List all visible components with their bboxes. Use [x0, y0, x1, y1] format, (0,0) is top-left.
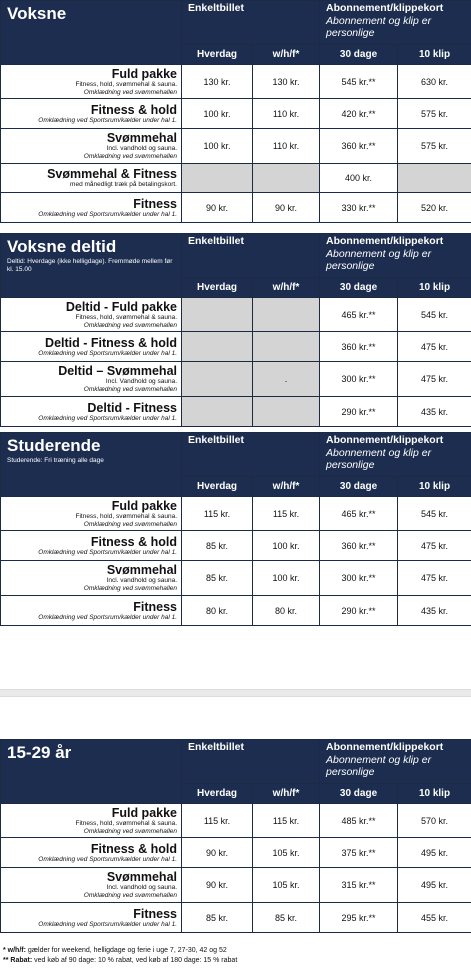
product-description: Fitness, hold, svømmehal & sauna. — [75, 512, 177, 520]
footnote-whf-label: * w/h/f: — [3, 947, 26, 954]
col-hverdag: Hverdag — [182, 278, 253, 298]
price-table — [0, 0, 471, 223]
footnotes — [3, 946, 468, 966]
page-separator — [0, 689, 471, 697]
price-30-dage: 330 kr.** — [320, 193, 398, 223]
table-row — [1, 298, 471, 332]
section-title: 15-29 år — [7, 743, 72, 762]
section-studerende — [0, 432, 471, 626]
section-title: Voksne — [7, 4, 67, 23]
table-row — [1, 531, 471, 561]
price-30-dage: 300 kr.** — [320, 362, 398, 397]
price-hverdag: 85 kr. — [182, 903, 253, 933]
price-hverdag: 90 kr. — [182, 838, 253, 868]
price-hverdag: 100 kr. — [182, 99, 253, 129]
product-name: Svømmehal — [106, 131, 177, 145]
enkeltbillet-header: Enkeltbillet — [182, 234, 320, 278]
table-row — [1, 838, 471, 868]
price-10-klip: 455 kr. — [398, 903, 471, 933]
price-30-dage: 300 kr.** — [320, 561, 398, 596]
table-row — [1, 497, 471, 531]
col-30-dage: 30 dage — [320, 45, 398, 65]
price-whf-unavailable — [253, 298, 320, 332]
product-description: Incl. Vandhold og sauna. — [105, 378, 177, 385]
price-30-dage: 420 kr.** — [320, 99, 398, 129]
section-voksne — [0, 0, 471, 223]
price-hverdag: 85 kr. — [182, 531, 253, 561]
col-hverdag: Hverdag — [182, 784, 253, 804]
section-15-29-aar — [0, 739, 471, 933]
product-name: Svømmehal — [106, 563, 177, 577]
footnote-rabat-label: ** Rabat: — [3, 957, 33, 964]
price-30-dage: 295 kr.** — [320, 903, 398, 933]
section-header — [1, 740, 182, 804]
product-name: Deltid – Svømmehal — [58, 364, 177, 378]
abonnement-title: Abonnement/klippekort — [326, 235, 444, 247]
abonnement-title: Abonnement/klippekort — [326, 434, 444, 446]
price-table — [0, 739, 471, 933]
price-30-dage: 360 kr.** — [320, 332, 398, 362]
section-header — [1, 1, 182, 65]
product-name: Fuld pakke — [111, 805, 177, 820]
col-whf: w/h/f* — [253, 45, 320, 65]
product-note: Omklædning ved svømmehallen — [83, 386, 177, 393]
table-row — [1, 596, 471, 626]
product-description: Incl. vandhold og sauna. — [106, 884, 177, 891]
table-row — [1, 868, 471, 903]
price-10-klip: 630 kr. — [398, 65, 471, 99]
price-30-dage: 465 kr.** — [320, 497, 398, 531]
section-title: Studerende — [7, 436, 101, 455]
price-hverdag: 90 kr. — [182, 868, 253, 903]
price-10-klip: 475 kr. — [398, 561, 471, 596]
price-hverdag: 80 kr. — [182, 596, 253, 626]
price-30-dage: 315 kr.** — [320, 868, 398, 903]
price-hverdag-unavailable — [182, 362, 253, 397]
price-hverdag: 85 kr. — [182, 561, 253, 596]
product-cell — [1, 838, 182, 868]
section-voksne-deltid — [0, 233, 471, 427]
product-note: Omklædning ved svømmehallen — [83, 321, 177, 329]
price-hverdag-unavailable — [182, 164, 253, 193]
product-cell — [1, 397, 182, 427]
price-whf: 115 kr. — [253, 804, 320, 838]
col-10-klip: 10 klip — [398, 278, 471, 298]
product-name: Fitness & hold — [90, 534, 177, 549]
product-name: Fitness — [133, 196, 177, 211]
product-note: Omklædning ved Sportsrum/kælder under hal 1. — [38, 414, 177, 422]
table-row — [1, 561, 471, 596]
product-description: med månedligt træk på betalingskort. — [70, 181, 177, 188]
col-hverdag: Hverdag — [182, 477, 253, 497]
table-row — [1, 65, 471, 99]
product-name: Svømmehal — [106, 870, 177, 884]
price-whf: 85 kr. — [253, 903, 320, 933]
table-row — [1, 99, 471, 129]
price-whf: 130 kr. — [253, 65, 320, 99]
table-row — [1, 903, 471, 933]
product-note: Omklædning ved Sportsrum/kælder under hal 1. — [38, 210, 177, 218]
enkeltbillet-header: Enkeltbillet — [182, 433, 320, 477]
price-whf-unavailable — [253, 164, 320, 193]
product-name: Deltid - Fitness — [87, 400, 177, 415]
product-description: Fitness, hold, svømmehal & sauna. — [75, 313, 177, 321]
price-10-klip: 475 kr. — [398, 332, 471, 362]
price-30-dage: 375 kr.** — [320, 838, 398, 868]
product-note: Omklædning ved svømmehallen — [83, 88, 177, 96]
price-10-klip: 435 kr. — [398, 596, 471, 626]
product-cell — [1, 804, 182, 838]
product-note: Omklædning ved Sportsrum/kælder under hal 1. — [38, 920, 177, 928]
price-whf: 110 kr. — [253, 129, 320, 164]
col-10-klip: 10 klip — [398, 477, 471, 497]
product-cell — [1, 298, 182, 332]
product-note: Omklædning ved Sportsrum/kælder under hal 1. — [38, 548, 177, 556]
price-10-klip: 575 kr. — [398, 99, 471, 129]
table-row — [1, 164, 471, 193]
price-whf-unavailable — [253, 397, 320, 427]
product-note: Omklædning ved svømmehallen — [83, 520, 177, 528]
price-whf: 80 kr. — [253, 596, 320, 626]
abonnement-note: Abonnement og klip er personlige — [326, 248, 432, 272]
price-30-dage: 400 kr. — [320, 164, 398, 193]
col-30-dage: 30 dage — [320, 278, 398, 298]
abonnement-header — [320, 740, 471, 784]
product-name: Fuld pakke — [111, 498, 177, 513]
footnote-whf — [3, 946, 468, 956]
price-whf: 90 kr. — [253, 193, 320, 223]
price-10-klip: 495 kr. — [398, 868, 471, 903]
product-cell — [1, 99, 182, 129]
product-name: Deltid - Fitness & hold — [45, 335, 177, 350]
price-10-klip: 575 kr. — [398, 129, 471, 164]
section-subtitle: Studerende: Fri træning alle dage — [7, 457, 104, 464]
price-whf-unavailable — [253, 332, 320, 362]
price-10-klip: 475 kr. — [398, 362, 471, 397]
table-row — [1, 397, 471, 427]
abonnement-title: Abonnement/klippekort — [326, 2, 444, 14]
price-hverdag-unavailable — [182, 397, 253, 427]
product-cell — [1, 868, 182, 903]
abonnement-note: Abonnement og klip er personlige — [326, 754, 432, 778]
section-subtitle: Deltid: Hverdage (ikke helligdage). Fremmøde mellem før kl. 15.00 — [7, 258, 173, 273]
abonnement-title: Abonnement/klippekort — [326, 741, 444, 753]
price-10-klip: 570 kr. — [398, 804, 471, 838]
section-header — [1, 234, 182, 298]
product-cell — [1, 193, 182, 223]
price-table — [0, 233, 471, 427]
price-10-klip: 495 kr. — [398, 838, 471, 868]
product-description: Fitness, hold, svømmehal & sauna. — [75, 819, 177, 827]
price-hverdag-unavailable — [182, 332, 253, 362]
product-cell — [1, 362, 182, 397]
product-note: Omklædning ved Sportsrum/kælder under hal 1. — [38, 855, 177, 863]
product-note: Omklædning ved svømmehallen — [83, 892, 177, 899]
price-30-dage: 360 kr.** — [320, 531, 398, 561]
product-cell — [1, 332, 182, 362]
price-30-dage: 290 kr.** — [320, 397, 398, 427]
price-30-dage: 485 kr.** — [320, 804, 398, 838]
product-name: Fitness & hold — [90, 841, 177, 856]
price-30-dage: 465 kr.** — [320, 298, 398, 332]
table-row — [1, 362, 471, 397]
price-10-klip: 520 kr. — [398, 193, 471, 223]
price-whf: 115 kr. — [253, 497, 320, 531]
enkeltbillet-header: Enkeltbillet — [182, 1, 320, 45]
footnote-whf-text: gælder for weekend, helligdage og ferie i uge 7, 27-30, 42 og 52 — [25, 947, 227, 954]
price-whf: 100 kr. — [253, 561, 320, 596]
price-whf-unavailable: . — [253, 362, 320, 397]
table-row — [1, 129, 471, 164]
price-whf: 105 kr. — [253, 868, 320, 903]
section-header — [1, 433, 182, 497]
table-row — [1, 804, 471, 838]
product-cell — [1, 903, 182, 933]
price-30-dage: 290 kr.** — [320, 596, 398, 626]
product-name: Deltid - Fuld pakke — [65, 299, 177, 314]
abonnement-note: Abonnement og klip er personlige — [326, 447, 432, 471]
price-10-klip: 545 kr. — [398, 298, 471, 332]
abonnement-header — [320, 433, 471, 477]
product-cell — [1, 596, 182, 626]
table-row — [1, 193, 471, 223]
footnote-rabat — [3, 956, 468, 966]
product-cell — [1, 65, 182, 99]
product-cell — [1, 497, 182, 531]
price-hverdag: 115 kr. — [182, 804, 253, 838]
enkeltbillet-header: Enkeltbillet — [182, 740, 320, 784]
col-whf: w/h/f* — [253, 784, 320, 804]
price-10-klip: 545 kr. — [398, 497, 471, 531]
table-row — [1, 332, 471, 362]
product-name: Fitness & hold — [90, 102, 177, 117]
product-note: Omklædning ved Sportsrum/kælder under hal 1. — [38, 349, 177, 357]
col-30-dage: 30 dage — [320, 784, 398, 804]
price-hverdag: 90 kr. — [182, 193, 253, 223]
product-note: Omklædning ved Sportsrum/kælder under hal 1. — [38, 613, 177, 621]
abonnement-header — [320, 1, 471, 45]
product-cell — [1, 164, 182, 193]
col-whf: w/h/f* — [253, 477, 320, 497]
abonnement-header — [320, 234, 471, 278]
product-description: Incl. vandhold og sauna. — [106, 145, 177, 152]
col-10-klip: 10 klip — [398, 784, 471, 804]
abonnement-note: Abonnement og klip er personlige — [326, 15, 432, 39]
product-note: Omklædning ved svømmehallen — [83, 153, 177, 160]
price-hverdag: 115 kr. — [182, 497, 253, 531]
product-cell — [1, 129, 182, 164]
price-hverdag: 130 kr. — [182, 65, 253, 99]
col-10-klip: 10 klip — [398, 45, 471, 65]
product-name: Fitness — [133, 599, 177, 614]
product-name: Fuld pakke — [111, 66, 177, 81]
price-whf: 100 kr. — [253, 531, 320, 561]
product-note: Omklædning ved svømmehallen — [83, 585, 177, 592]
product-note: Omklædning ved svømmehallen — [83, 827, 177, 835]
price-10-klip: 435 kr. — [398, 397, 471, 427]
product-name: Fitness — [133, 906, 177, 921]
price-30-dage: 360 kr.** — [320, 129, 398, 164]
product-description: Fitness, hold, svømmehal & sauna. — [75, 80, 177, 88]
price-hverdag-unavailable — [182, 298, 253, 332]
footnote-rabat-text: ved køb af 90 dage: 10 % rabat, ved køb af 180 dage: 15 % rabat — [32, 957, 238, 964]
section-title: Voksne deltid — [7, 237, 117, 256]
price-10-klip: 475 kr. — [398, 531, 471, 561]
price-30-dage: 545 kr.** — [320, 65, 398, 99]
col-hverdag: Hverdag — [182, 45, 253, 65]
product-cell — [1, 561, 182, 596]
product-note: Omklædning ved Sportsrum/kælder under hal 1. — [38, 116, 177, 124]
product-name: Svømmehal & Fitness — [47, 167, 177, 181]
col-whf: w/h/f* — [253, 278, 320, 298]
col-30-dage: 30 dage — [320, 477, 398, 497]
product-cell — [1, 531, 182, 561]
price-whf: 105 kr. — [253, 838, 320, 868]
price-10-klip-unavailable — [398, 164, 471, 193]
price-table — [0, 432, 471, 626]
price-hverdag: 100 kr. — [182, 129, 253, 164]
product-description: Incl. vandhold og sauna. — [106, 577, 177, 584]
price-whf: 110 kr. — [253, 99, 320, 129]
